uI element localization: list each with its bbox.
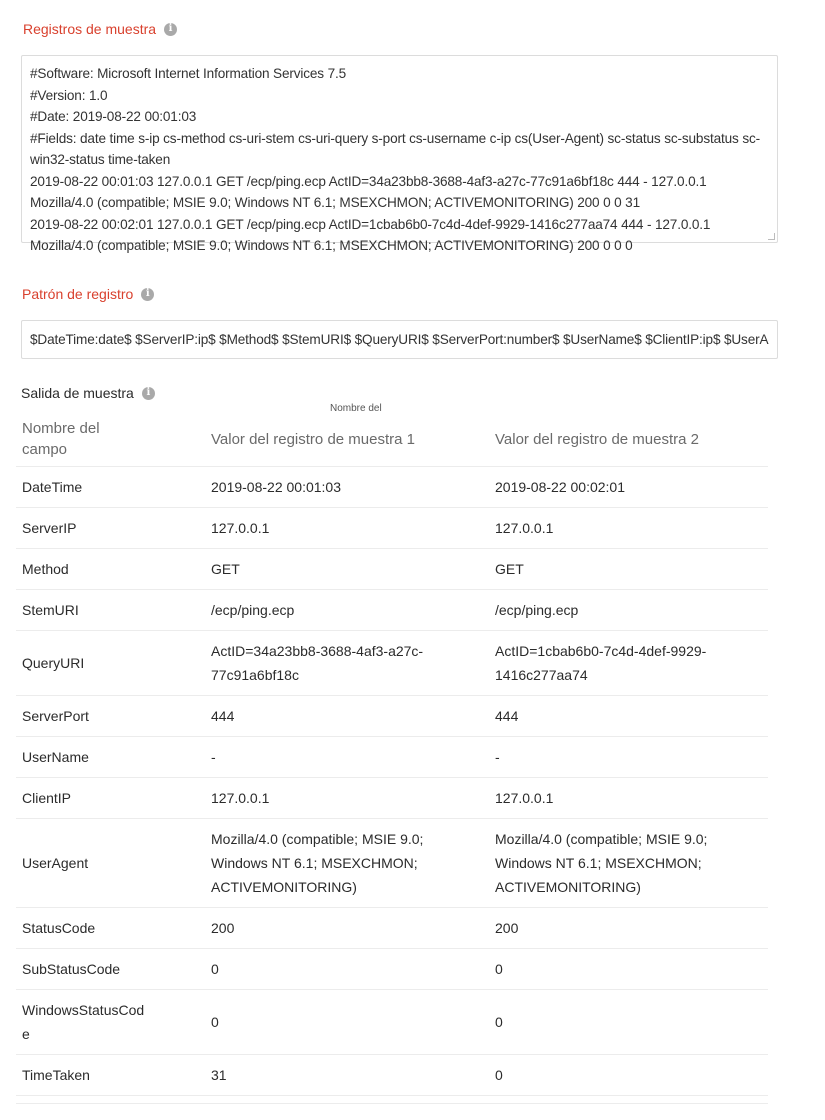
field-name-cell: StemURI — [16, 590, 205, 631]
field-name-cell: QueryURI — [16, 631, 205, 696]
field-name-cell: UserAgent — [16, 819, 205, 908]
sample1-value-cell: 127.0.0.1 — [205, 778, 489, 819]
field-name-cell: SubStatusCode — [16, 949, 205, 990]
log-line: 2019-08-22 00:01:03 127.0.0.1 GET /ecp/ping.ecp ActID=34a23bb8-3688-4af3-a27c-77c91a6bf18c 444 - 127.0.0.1 — [30, 173, 707, 189]
sample1-value-cell: ActID=34a23bb8-3688-4af3-a27c-77c91a6bf18c — [205, 631, 489, 696]
sample1-value-cell: 0 — [205, 990, 489, 1055]
field-name-cell: UserName — [16, 737, 205, 778]
log-line: Mozilla/4.0 (compatible; MSIE 9.0; Windows NT 6.1; MSEXCHMON; ACTIVEMONITORING) 200 0 0 31 — [30, 195, 640, 210]
table-row — [16, 696, 768, 737]
table-row — [16, 1055, 768, 1096]
sample2-value-cell: 0 — [489, 990, 768, 1055]
table-row — [16, 819, 768, 908]
sample1-value-cell: 444 — [205, 696, 489, 737]
log-pattern-label-text: Patrón de registro — [22, 286, 134, 302]
bottom-divider — [16, 1103, 768, 1104]
table-row — [16, 949, 768, 990]
table-row — [16, 467, 768, 508]
column-header-sample1: Valor del registro de muestra 1 — [205, 412, 489, 467]
table-header-row — [16, 412, 768, 467]
sample-logs-textarea[interactable] — [21, 55, 778, 253]
ghost-header-text: Nombre del — [330, 403, 382, 414]
sample2-value-cell: 127.0.0.1 — [489, 778, 768, 819]
field-name-cell: TimeTaken — [16, 1055, 205, 1096]
sample2-value-cell: - — [489, 737, 768, 778]
sample1-value-cell: Mozilla/4.0 (compatible; MSIE 9.0; Windows NT 6.1; MSEXCHMON; ACTIVEMONITORING) — [205, 819, 489, 908]
sample-logs-label-text: Registros de muestra — [23, 21, 157, 37]
log-line: Mozilla/4.0 (compatible; MSIE 9.0; Windows NT 6.1; MSEXCHMON; ACTIVEMONITORING) 200 0 0 0 — [30, 238, 633, 253]
field-name-cell — [16, 990, 205, 1055]
field-name-cell: StatusCode — [16, 908, 205, 949]
sample1-value-cell: GET — [205, 549, 489, 590]
sample1-value-cell: 127.0.0.1 — [205, 508, 489, 549]
sample2-value-cell: /ecp/ping.ecp — [489, 590, 768, 631]
field-name-cell: Method — [16, 549, 205, 590]
sample1-value-cell: 0 — [205, 949, 489, 990]
sample-output-table — [16, 412, 768, 1096]
info-circle-icon[interactable]: i — [142, 387, 155, 400]
table-row — [16, 737, 768, 778]
sample2-value-cell: 200 — [489, 908, 768, 949]
info-circle-icon[interactable]: i — [164, 23, 177, 36]
sample-output-label-text: Salida de muestra — [21, 385, 134, 401]
log-pattern-label — [22, 286, 154, 302]
table-row — [16, 590, 768, 631]
field-name-cell: ClientIP — [16, 778, 205, 819]
info-circle-icon[interactable]: i — [141, 288, 154, 301]
sample2-value-cell: Mozilla/4.0 (compatible; MSIE 9.0; Windows NT 6.1; MSEXCHMON; ACTIVEMONITORING) — [489, 819, 768, 908]
log-pattern-input[interactable] — [21, 320, 778, 359]
sample2-value-cell: 444 — [489, 696, 768, 737]
column-header-field: Nombre del campo — [16, 412, 205, 467]
table-row — [16, 631, 768, 696]
sample1-value-cell: 200 — [205, 908, 489, 949]
resize-handle[interactable] — [768, 233, 775, 240]
log-line: #Software: Microsoft Internet Information Services 7.5 — [30, 66, 347, 81]
sample-output-label — [21, 385, 155, 401]
table-row — [16, 778, 768, 819]
field-name-text: WindowsStatusCode — [22, 1002, 145, 1042]
sample1-value-cell: - — [205, 737, 489, 778]
sample2-value-cell: 0 — [489, 1055, 768, 1096]
field-name-cell: ServerPort — [16, 696, 205, 737]
log-line: #Version: 1.0 — [30, 87, 108, 103]
sample2-value-cell: GET — [489, 549, 768, 590]
sample2-value-cell: 0 — [489, 949, 768, 990]
table-row — [16, 990, 768, 1055]
sample1-value-cell: /ecp/ping.ecp — [205, 590, 489, 631]
table-row — [16, 908, 768, 949]
table-row — [16, 508, 768, 549]
sample2-value-cell: 2019-08-22 00:02:01 — [489, 467, 768, 508]
field-name-cell: ServerIP — [16, 508, 205, 549]
sample1-value-cell: 31 — [205, 1055, 489, 1096]
sample2-value-cell: 127.0.0.1 — [489, 508, 768, 549]
log-line: 2019-08-22 00:02:01 127.0.0.1 GET /ecp/ping.ecp ActID=1cbab6b0-7c4d-4def-9929-1416c277aa74 444 - 127.0.0.1 — [30, 216, 711, 232]
sample1-value-cell: 2019-08-22 00:01:03 — [205, 467, 489, 508]
table-row — [16, 549, 768, 590]
log-line: #Date: 2019-08-22 00:01:03 — [30, 109, 197, 124]
field-name-cell: DateTime — [16, 467, 205, 508]
sample-logs-label — [23, 21, 177, 37]
column-header-sample2: Valor del registro de muestra 2 — [489, 412, 768, 467]
sample2-value-cell: ActID=1cbab6b0-7c4d-4def-9929-1416c277aa74 — [489, 631, 768, 696]
log-line: #Fields: date time s-ip cs-method cs-uri-stem cs-uri-query s-port cs-username c-ip cs(User-Agent) sc-status sc-substatus sc-win32-status time-taken — [30, 130, 761, 167]
